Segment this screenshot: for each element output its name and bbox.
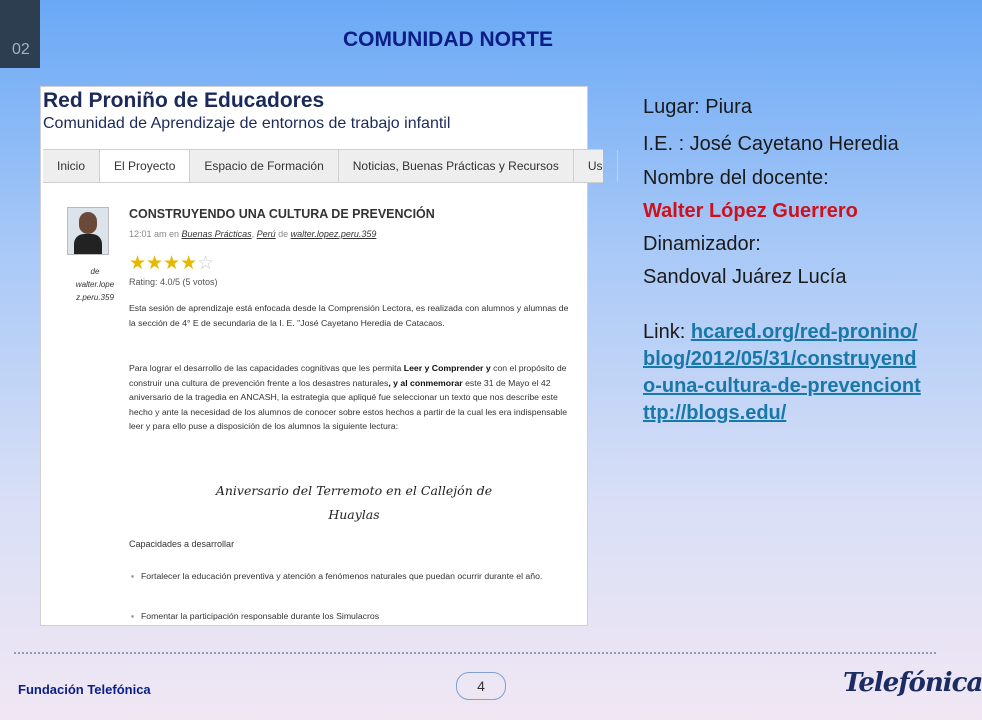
capacity-item-2: ▪ Fomentar la participación responsable durante los Simulacros <box>141 609 561 623</box>
blog-screenshot <box>40 86 603 626</box>
post-paragraph-2: Para lograr el desarrollo de las capacidades cognitivas que les permita Leer y Comprender y con el propósito de construir una cultura de prevención frente a los desastres naturales, y al conmemorar este 31 de Mayo el 42 aniversario de la tragedia en ANCASH, la estrategia que apliqué fue seleccionar un texto que nos describe este hecho y ante la necesidad de los alumnos de conocer sobre estos hechos a partir de la cual les era indispensable leer y para ello puse a disposición de los alumnos la siguiente lectura: <box>129 363 568 431</box>
capacity-item-1: ▪ Fortalecer la educación preventiva y atención a fenómenos naturales que puedan ocurrir durante el año. <box>141 569 561 583</box>
blog-url-link[interactable]: hcared.org/red-pronino/blog/2012/05/31/construyendo-una-cultura-de-prevenciontttp://blogs.edu/ <box>643 321 921 424</box>
docente-name: Walter López Guerrero <box>643 200 858 222</box>
post-meta: 12:01 am en Buenas Prácticas, Perú de walter.lopez.peru.359 <box>129 229 377 239</box>
lugar-text: Lugar: Piura <box>643 96 752 118</box>
capacities-label: Capacidades a desarrollar <box>129 539 235 549</box>
blog-subtitle: Comunidad de Aprendizaje de entornos de trabajo infantil <box>43 115 451 132</box>
rating-stars[interactable] <box>129 252 214 275</box>
blog-title: Red Proniño de Educadores <box>43 89 325 112</box>
nav-tab-formacion[interactable]: Espacio de Formación <box>190 150 338 182</box>
post-paragraph-1: Esta sesión de aprendizaje está enfocada desde la Comprensión Lectora, es realizada con alumnos y alumnas de la sección de 4° E de secundaria de la I. E. "José Cayetano Heredia de Catacaos. <box>129 303 569 328</box>
slide-number: 02 <box>12 41 30 58</box>
post-title[interactable]: CONSTRUYENDO UNA CULTURA DE PREVENCIÓN <box>129 207 435 221</box>
info-panel <box>643 96 923 427</box>
avatar-body <box>74 234 102 254</box>
star-filled-icons[interactable]: ★★★★ <box>129 253 198 274</box>
nav-tab-noticias[interactable]: Noticias, Buenas Prácticas y Recursos <box>339 150 574 182</box>
nav-tab-us[interactable]: Us <box>574 150 618 182</box>
rating-text: Rating: 4.0/5 (5 votos) <box>129 277 218 287</box>
dinamizador-label: Dinamizador: <box>643 233 761 255</box>
category-link-peru[interactable]: Perú <box>256 229 276 239</box>
category-link-buenas-practicas[interactable]: Buenas Prácticas <box>181 229 252 239</box>
telefonica-logo: Telefónica <box>843 668 982 698</box>
page-number: 4 <box>456 672 506 700</box>
slide-title: COMUNIDAD NORTE <box>343 28 553 51</box>
dinamizador-name: Sandoval Juárez Lucía <box>643 266 847 288</box>
footer-divider <box>14 652 936 654</box>
author-avatar[interactable] <box>67 207 109 255</box>
reading-title: Aniversario del Terremoto en el Callejón de Huaylas <box>215 483 493 522</box>
author-side-label: de walter.lope z.peru.359 <box>75 267 115 302</box>
footer-organization: Fundación Telefónica <box>18 682 151 697</box>
link-paragraph: Link: hcared.org/red-pronino/blog/2012/05/31/construyendo-una-cultura-de-prevenciontttp://blogs.edu/ <box>643 321 921 424</box>
avatar-head <box>79 212 97 234</box>
nav-tab-inicio[interactable]: Inicio <box>43 150 100 182</box>
docente-label: Nombre del docente: <box>643 167 829 189</box>
nav-tab-proyecto[interactable]: El Proyecto <box>100 150 190 182</box>
blog-nav <box>43 149 603 183</box>
author-link[interactable]: walter.lopez.peru.359 <box>290 229 377 239</box>
ie-text: I.E. : José Cayetano Heredia <box>643 133 899 155</box>
star-empty-icons[interactable]: ☆ <box>197 253 215 274</box>
